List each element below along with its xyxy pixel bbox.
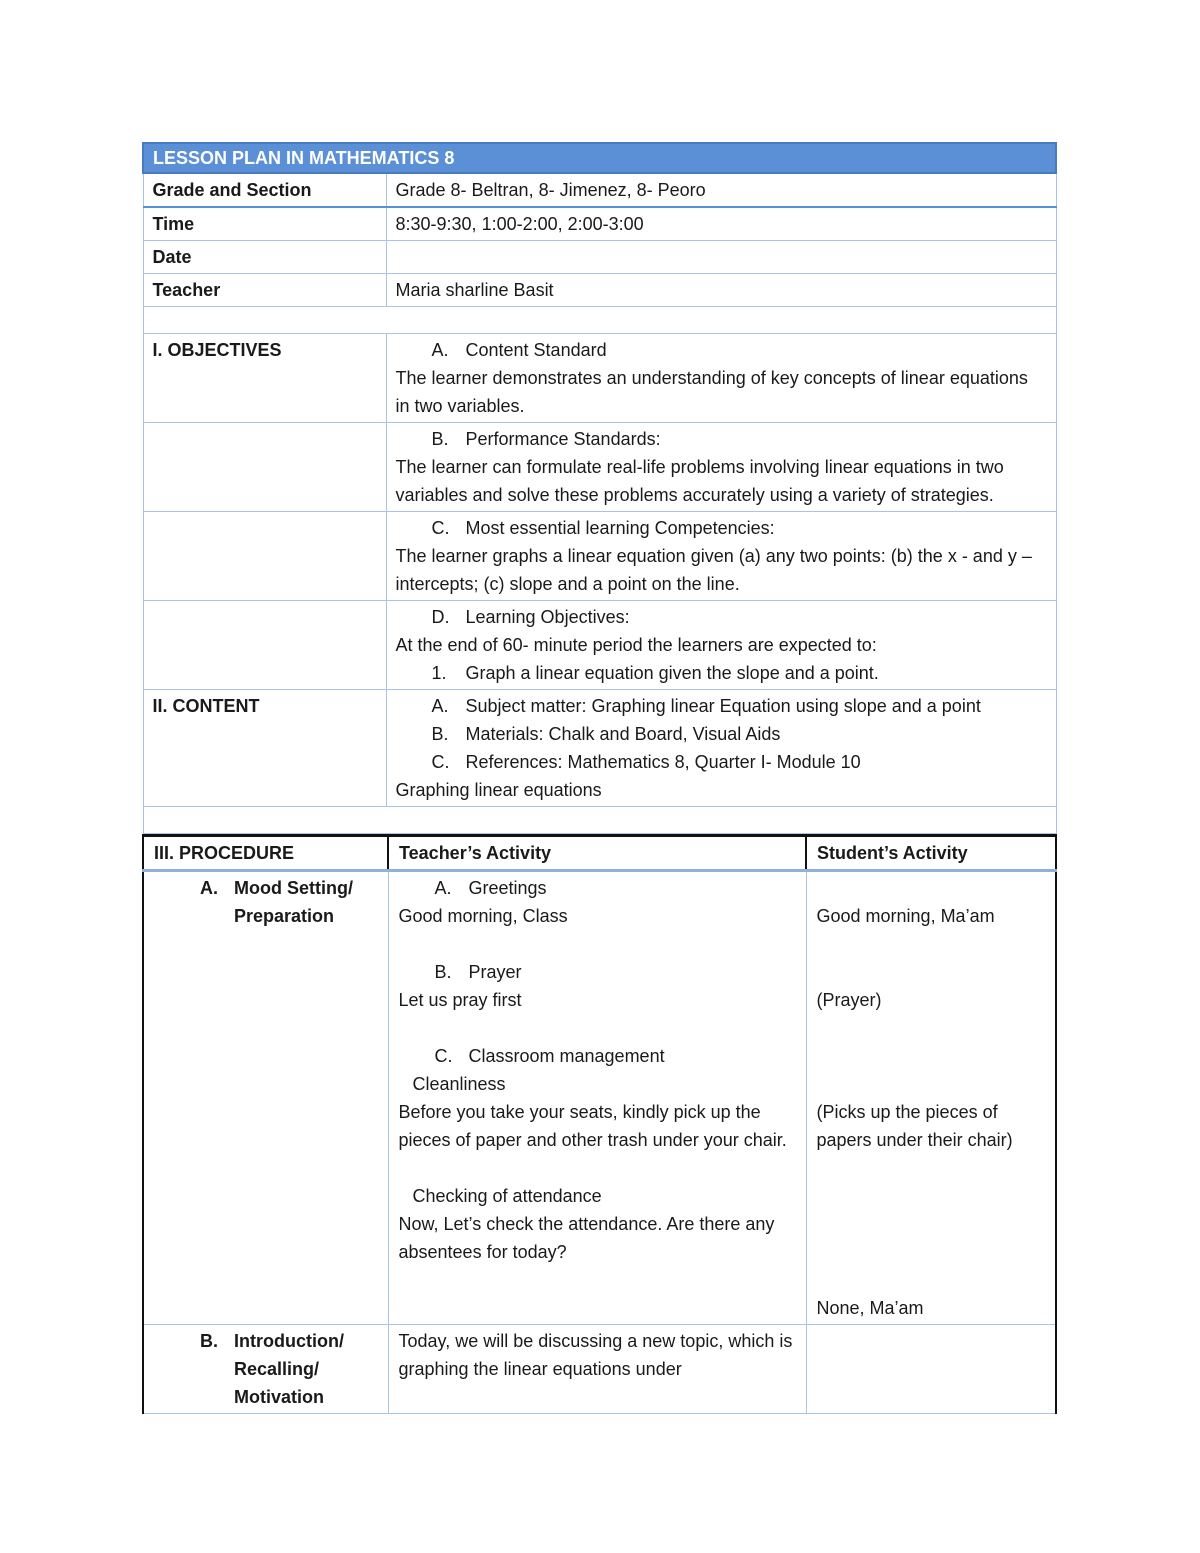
student-greeting: Good morning, Ma’am	[816, 906, 995, 926]
objectives-d-row	[143, 601, 1056, 690]
student-attendance: None, Ma’am	[816, 1298, 924, 1318]
objectives-label: I. OBJECTIVES	[143, 334, 386, 423]
learning-objective-item: Graph a linear equation given the slope and a point.	[465, 663, 879, 683]
content-standard-head: Content Standard	[465, 340, 607, 360]
content-item: A. Subject matter: Graphing linear Equation using slope and a point	[431, 696, 981, 716]
info-row-time	[143, 207, 1056, 241]
greetings-head: Greetings	[468, 878, 547, 898]
teacher-label: Teacher	[143, 274, 386, 307]
title-row	[143, 143, 1056, 173]
competencies-head: Most essential learning Competencies:	[465, 518, 775, 538]
marker: A.	[431, 340, 449, 360]
attendance-text: Now, Let’s check the attendance. Are there any absentees for today?	[398, 1214, 775, 1262]
performance-standard-text: The learner can formulate real-life problems involving linear equations in two variables and solve these problems accurately using a variety of strategies.	[395, 457, 1004, 505]
date-label: Date	[143, 241, 386, 274]
introduction-row	[143, 1325, 1056, 1414]
procedure-header-row	[143, 836, 1056, 871]
blank-row	[143, 807, 1056, 834]
lesson-title: LESSON PLAN IN MATHEMATICS 8	[143, 143, 1056, 173]
lesson-plan-page	[142, 142, 1057, 1414]
content-row	[143, 690, 1056, 807]
teacher-value: Maria sharline Basit	[386, 274, 1056, 307]
procedure-header: III. PROCEDURE	[143, 836, 388, 871]
greetings-text: Good morning, Class	[398, 906, 568, 926]
mood-setting-label-cell	[143, 871, 388, 1325]
student-activity-header: Student’s Activity	[806, 836, 1056, 871]
learning-objectives-text: At the end of 60- minute period the learners are expected to:	[395, 635, 877, 655]
time-value: 8:30-9:30, 1:00-2:00, 2:00-3:00	[386, 207, 1056, 241]
teacher-activity-header: Teacher’s Activity	[388, 836, 806, 871]
performance-standard-head: Performance Standards:	[465, 429, 661, 449]
prayer-head: Prayer	[468, 962, 522, 982]
blank-row	[143, 307, 1056, 334]
content-cell	[386, 690, 1056, 807]
marker: 1.	[431, 663, 447, 683]
attendance-head: Checking of attendance	[412, 1186, 602, 1206]
performance-standard-cell	[386, 423, 1056, 512]
marker: B.	[200, 1331, 218, 1351]
introduction-label-cell	[143, 1325, 388, 1414]
content-label: II. CONTENT	[143, 690, 386, 807]
mood-setting-student-cell	[806, 871, 1056, 1325]
student-prayer: (Prayer)	[816, 990, 882, 1010]
content-item: C. References: Mathematics 8, Quarter I- Module 10	[431, 752, 861, 772]
info-row-date	[143, 241, 1056, 274]
classroom-management-head: Classroom management	[468, 1046, 665, 1066]
mood-setting-row	[143, 871, 1056, 1325]
introduction-teacher-cell: Today, we will be discussing a new topic, which is graphing the linear equations under	[388, 1325, 806, 1414]
time-label: Time	[143, 207, 386, 241]
marker: C.	[431, 518, 450, 538]
procedure-table	[142, 834, 1057, 1414]
mood-setting-label: Mood Setting/ Preparation	[234, 878, 353, 926]
content-item: B. Materials: Chalk and Board, Visual Aids	[431, 724, 781, 744]
marker: B.	[431, 429, 449, 449]
marker: A.	[200, 878, 218, 898]
competencies-text: The learner graphs a linear equation given (a) any two points: (b) the x - and y – intercepts; (c) slope and a point on the line.	[395, 546, 1032, 594]
objectives-b-row	[143, 423, 1056, 512]
prayer-text: Let us pray first	[398, 990, 522, 1010]
introduction-student-cell	[806, 1325, 1056, 1414]
objectives-c-row	[143, 512, 1056, 601]
cleanliness-text: Before you take your seats, kindly pick up the pieces of paper and other trash under your chair.	[398, 1102, 787, 1150]
info-row-grade	[143, 173, 1056, 207]
content-standard-text: The learner demonstrates an understanding of key concepts of linear equations in two variables.	[395, 368, 1028, 416]
objectives-a-row	[143, 334, 1056, 423]
grade-label: Grade and Section	[143, 173, 386, 207]
mood-setting-teacher-cell: A. Greetings Good morning, Class B. Prayer Let us pray first C. Classroom management Cleanliness Before you take your seats, kindly pick up the pieces of paper and other trash under your chair. Checking of attendance Now, Let’s check the attendance. Are there any absentees for today?	[388, 871, 806, 1325]
date-value	[386, 241, 1056, 274]
introduction-label: Introduction/ Recalling/ Motivation	[234, 1331, 344, 1407]
marker: D.	[431, 607, 450, 627]
info-row-teacher	[143, 274, 1056, 307]
lesson-info-table	[142, 142, 1057, 834]
learning-objectives-head: Learning Objectives:	[465, 607, 630, 627]
competencies-cell	[386, 512, 1056, 601]
student-cleanliness: (Picks up the pieces of papers under their chair)	[816, 1102, 1013, 1150]
content-standard-cell	[386, 334, 1056, 423]
learning-objectives-cell	[386, 601, 1056, 690]
cleanliness-head: Cleanliness	[412, 1074, 506, 1094]
grade-value: Grade 8- Beltran, 8- Jimenez, 8- Peoro	[386, 173, 1056, 207]
content-extra: Graphing linear equations	[395, 780, 602, 800]
